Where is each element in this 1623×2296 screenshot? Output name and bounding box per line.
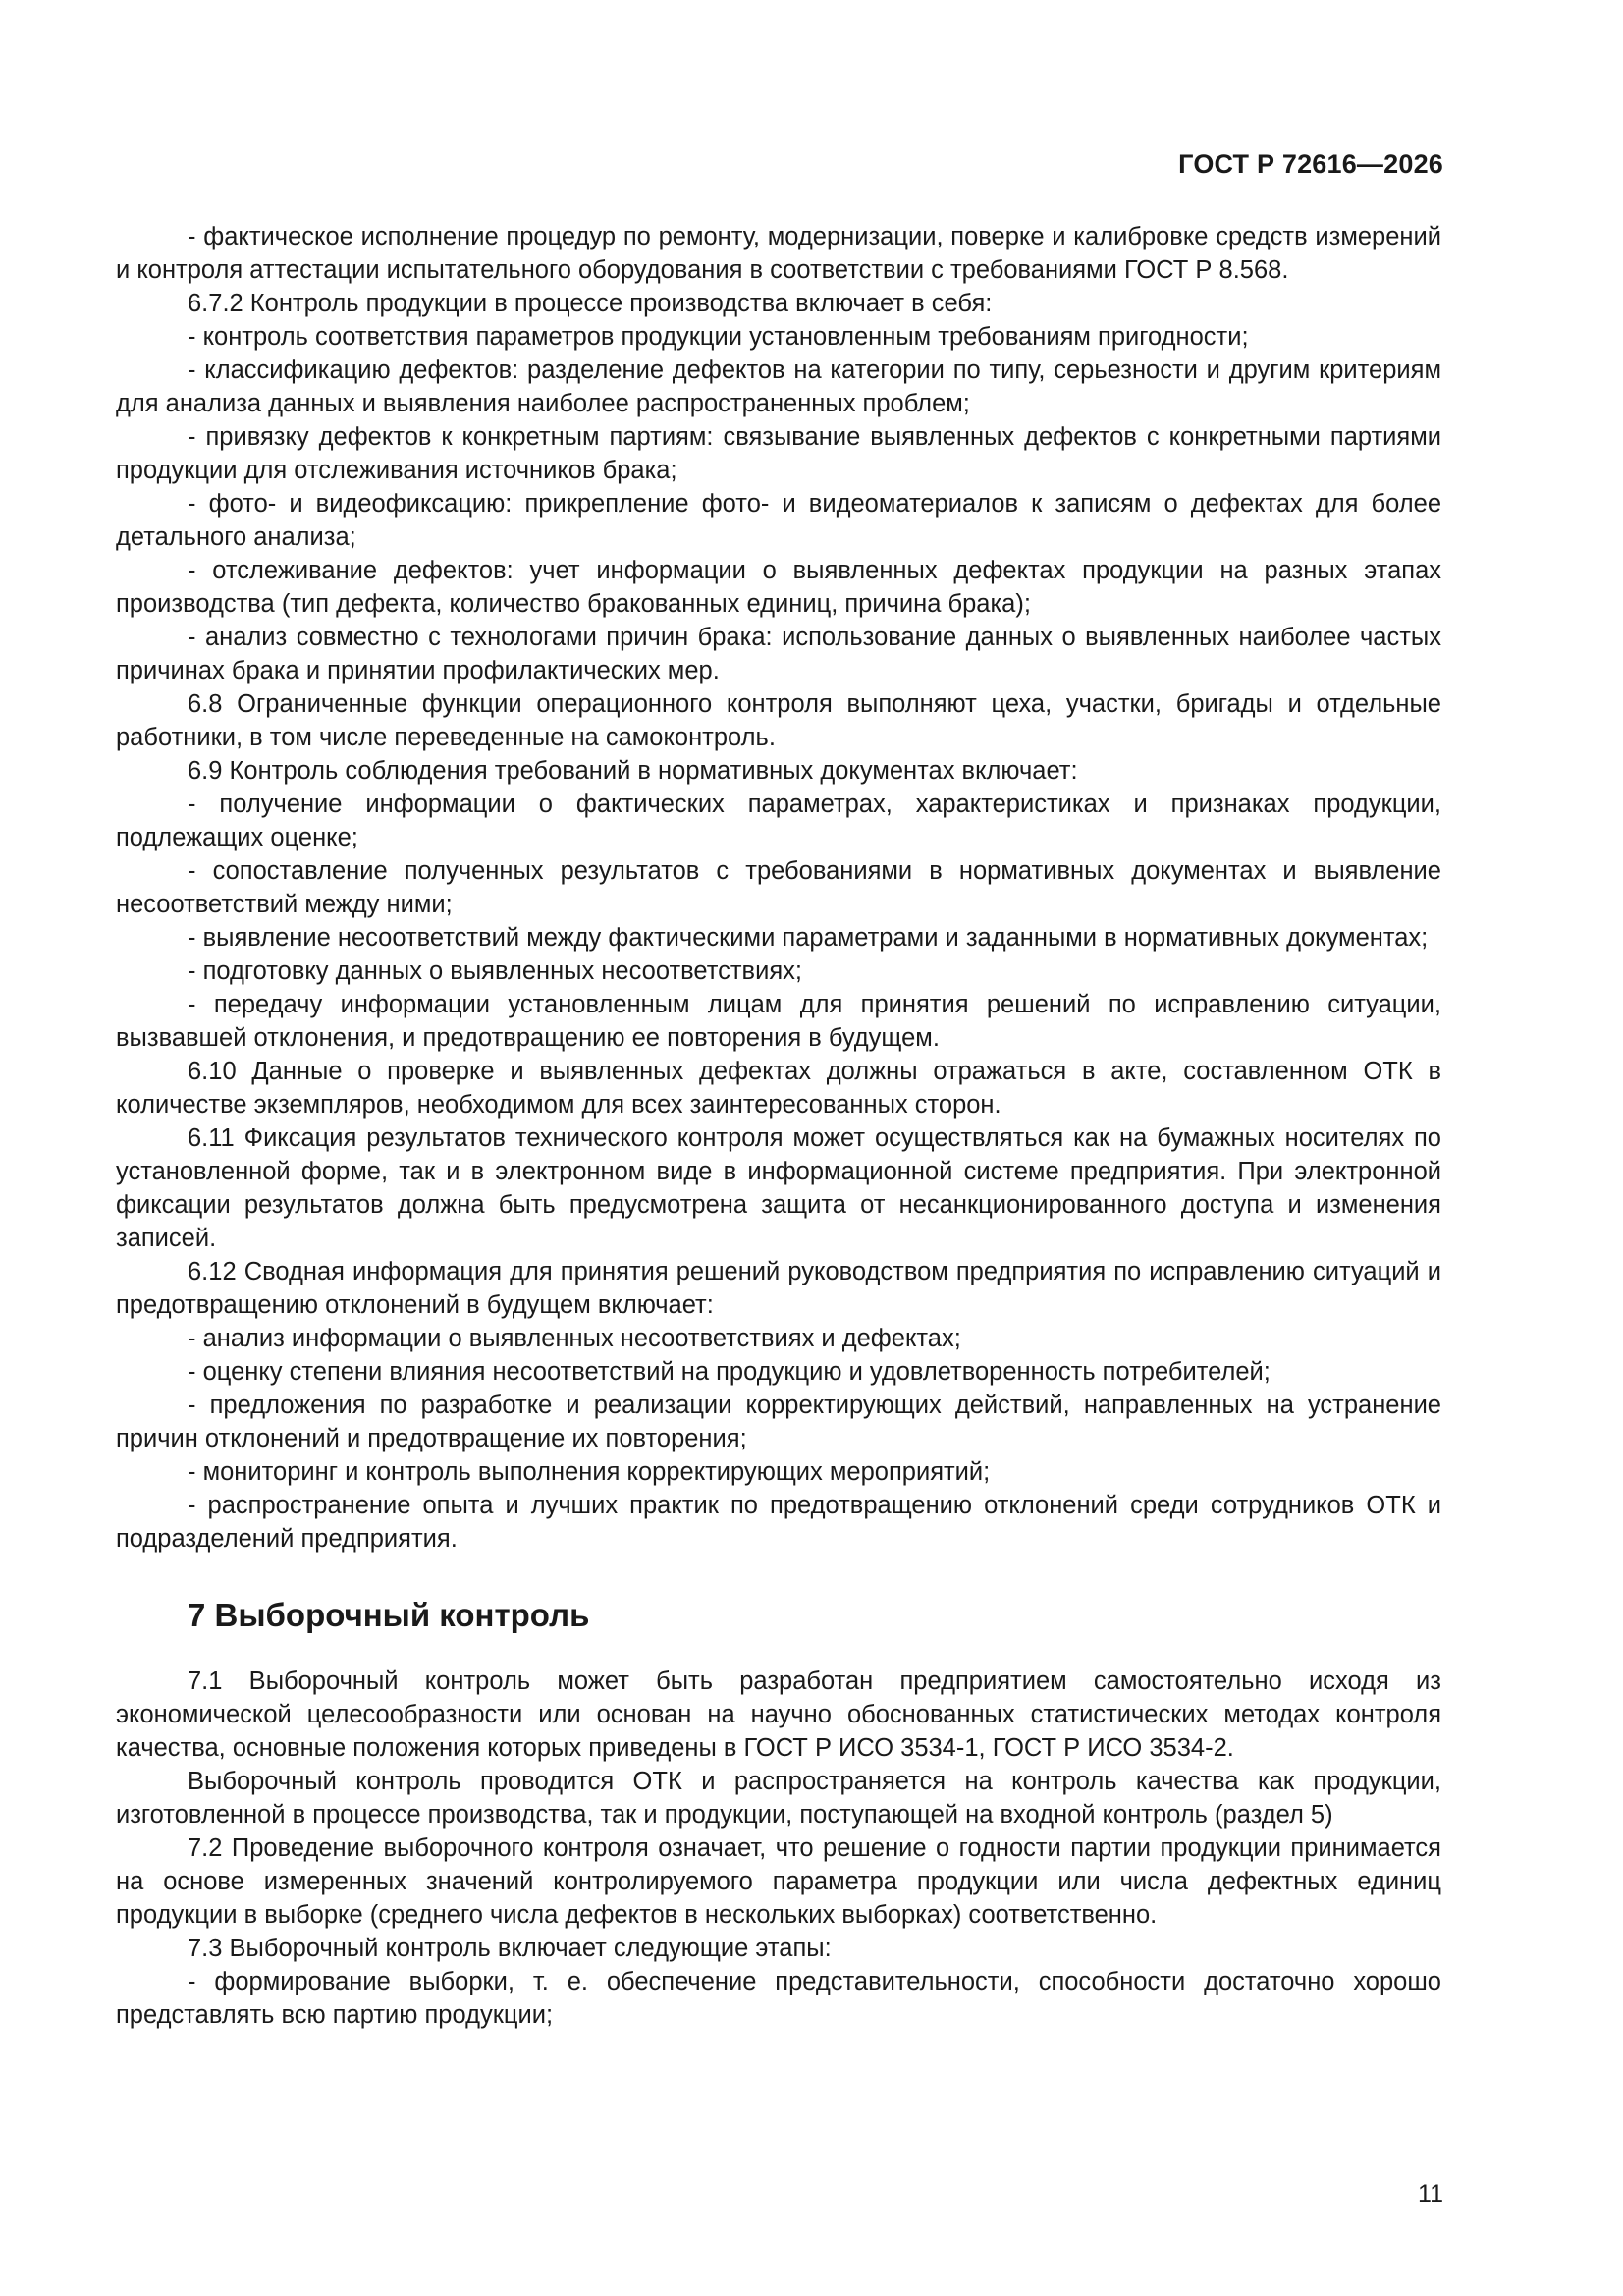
list-item: - оценку степени влияния несоответствий на продукцию и удовлетворенность потребителей; [188, 1358, 1271, 1386]
list-item: - предложения по разработке и реализации корректирующих действий, направленных на устранение причин отклонений и предотвращение их повторения; [116, 1392, 1441, 1452]
list-item: - формирование выборки, т. е. обеспечение представительности, способности достаточно хорошо представлять всю партию продукции; [116, 1968, 1441, 2029]
list-item: - распространение опыта и лучших практик по предотвращению отклонений среди сотрудников ОТК и подразделений предприятия. [116, 1492, 1441, 1553]
document-body [116, 220, 1441, 2032]
list-item: - привязку дефектов к конкретным партиям: связывание выявленных дефектов с конкретными партиями продукции для отслеживания источников брака; [116, 423, 1441, 484]
paragraph: - фактическое исполнение процедур по ремонту, модернизации, поверке и калибровке средств измерений и контроля аттестации испытательного оборудования в соответствии с требованиями ГОСТ Р 8.568. [116, 223, 1441, 284]
list-item: - сопоставление полученных результатов с требованиями в нормативных документах и выявление несоответствий между ними; [116, 857, 1441, 918]
document-header: ГОСТ Р 72616—2026 [1178, 149, 1443, 179]
list-item: - анализ информации о выявленных несоответствиях и дефектах; [188, 1325, 961, 1352]
section-heading: 7 Выборочный контроль [188, 1597, 590, 1633]
list-item: - передачу информации установленным лицам для принятия решений по исправлению ситуации, вызвавшей отклонения, и предотвращению ее повторения в будущем. [116, 991, 1441, 1052]
paragraph: 6.9 Контроль соблюдения требований в нормативных документах включает: [188, 757, 1078, 785]
paragraph: 6.7.2 Контроль продукции в процессе производства включает в себя: [188, 290, 993, 317]
page-number: 11 [1418, 2180, 1443, 2208]
list-item: - анализ совместно с технологами причин брака: использование данных о выявленных наиболее частых причинах брака и принятии профилактических мер. [116, 624, 1441, 684]
list-item: - получение информации о фактических параметрах, характеристиках и признаках продукции, подлежащих оценке; [116, 791, 1441, 851]
paragraph: 7.3 Выборочный контроль включает следующие этапы: [188, 1935, 832, 1962]
paragraph: 7.2 Проведение выборочного контроля означает, что решение о годности партии продукции принимается на основе измеренных значений контролируемого параметра продукции или числа дефектных единиц продукции в выборке (среднего числа дефектов в нескольких выборках) соответственно. [116, 1834, 1441, 1929]
paragraph: 6.8 Ограниченные функции операционного контроля выполняют цеха, участки, бригады и отдельные работники, в том числе переведенные на самоконтроль. [116, 690, 1441, 751]
paragraph: 6.10 Данные о проверке и выявленных дефектах должны отражаться в акте, составленном ОТК в количестве экземпляров, необходимом для всех заинтересованных сторон. [116, 1058, 1441, 1119]
list-item: - классификацию дефектов: разделение дефектов на категории по типу, серьезности и другим критериям для анализа данных и выявления наиболее распространенных проблем; [116, 356, 1441, 417]
list-item: - подготовку данных о выявленных несоответствиях; [188, 957, 802, 985]
paragraph: 6.12 Сводная информация для принятия решений руководством предприятия по исправлению ситуаций и предотвращению отклонений в будущем включает: [116, 1258, 1441, 1319]
list-item: - отслеживание дефектов: учет информации о выявленных дефектах продукции на разных этапах производства (тип дефекта, количество бракованных единиц, причина брака); [116, 557, 1441, 618]
paragraph: Выборочный контроль проводится ОТК и распространяется на контроль качества как продукции, изготовленной в процессе производства, так и продукции, поступающей на входной контроль (раздел 5) [116, 1768, 1441, 1829]
list-item: - фото- и видеофиксацию: прикрепление фото- и видеоматериалов к записям о дефектах для более детального анализа; [116, 490, 1441, 551]
list-item: - контроль соответствия параметров продукции установленным требованиям пригодности; [188, 323, 1249, 351]
paragraph: 7.1 Выборочный контроль может быть разработан предприятием самостоятельно исходя из экономической целесообразности или основан на научно обоснованных статистических методах контроля качества, основные положения которых приведены в ГОСТ Р ИСО 3534-1, ГОСТ Р ИСО 3534-2. [116, 1667, 1441, 1762]
list-item: - выявление несоответствий между фактическими параметрами и заданными в нормативных документах; [188, 924, 1429, 952]
paragraph: 6.11 Фиксация результатов технического контроля может осуществляться как на бумажных носителях по установленной форме, так и в электронном виде в информационной системе предприятия. При электронной фиксации результатов должна быть предусмотрена защита от несанкционированного доступа и изменения записей. [116, 1124, 1441, 1252]
list-item: - мониторинг и контроль выполнения корректирующих мероприятий; [188, 1458, 991, 1486]
